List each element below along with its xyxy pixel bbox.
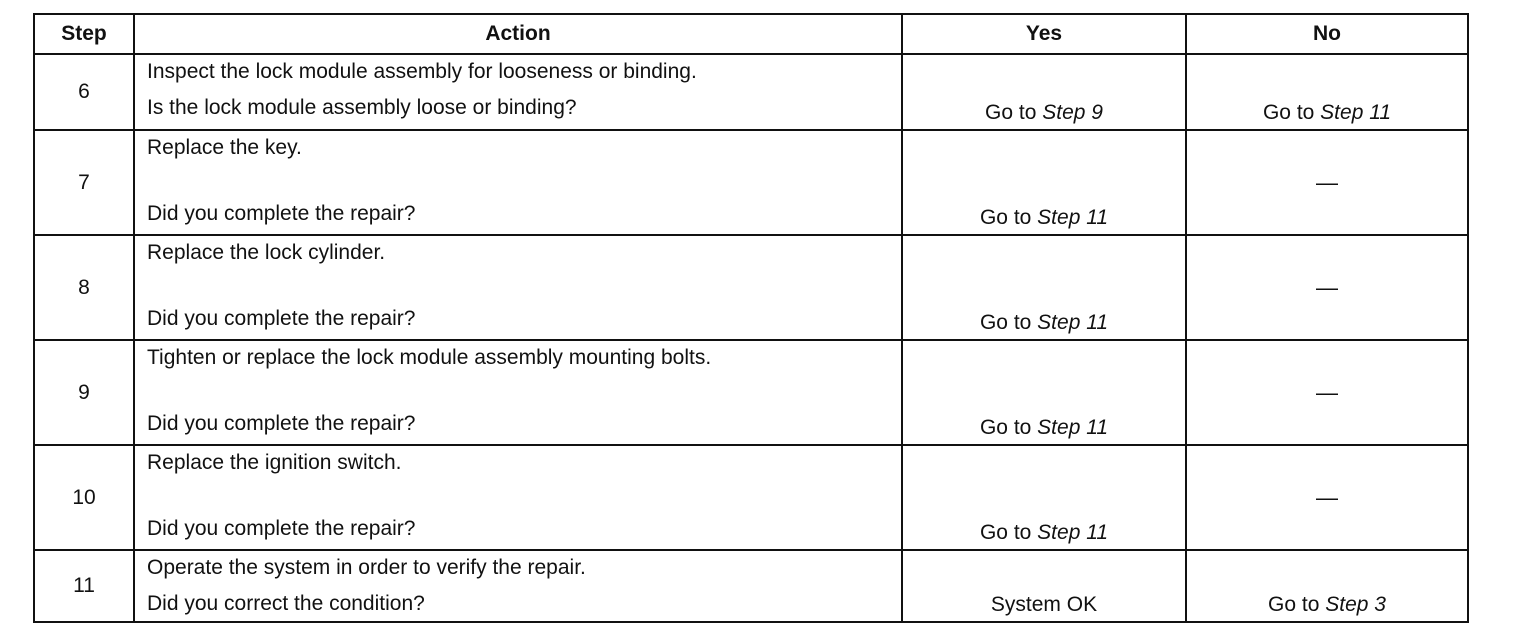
table-row (34, 130, 1468, 235)
header-no: No (1186, 14, 1468, 54)
no-cell (1186, 550, 1468, 622)
header-step: Step (34, 14, 134, 54)
table-row (34, 54, 1468, 130)
no-cell (1186, 235, 1468, 340)
no-dash: — (1316, 169, 1338, 195)
no-cell (1186, 340, 1468, 445)
table-row (34, 445, 1468, 550)
action-question: Did you complete the repair? (147, 202, 416, 225)
yes-prefix: Go to (985, 101, 1043, 124)
no-cell (1186, 130, 1468, 235)
no-prefix: Go to (1262, 101, 1321, 124)
header-row (34, 14, 1468, 54)
yes-cell (902, 340, 1186, 445)
yes-cell (902, 235, 1186, 340)
yes-prefix: Go to (979, 311, 1038, 334)
action-instruction: Operate the system in order to verify the repair. (147, 556, 586, 579)
yes-step-ref: Step 11 (1037, 521, 1109, 544)
action-instruction: Inspect the lock module assembly for looseness or binding. (147, 60, 697, 83)
action-cell (134, 130, 902, 235)
table-row (34, 550, 1468, 622)
yes-step-ref: Step 9 (1042, 101, 1103, 124)
no-cell (1186, 54, 1468, 130)
action-instruction: Tighten or replace the lock module assembly mounting bolts. (147, 346, 712, 369)
yes-cell (902, 130, 1186, 235)
action-question: Did you complete the repair? (147, 517, 416, 540)
table-row (34, 235, 1468, 340)
step-number: 8 (34, 235, 134, 340)
action-question: Did you complete the repair? (147, 307, 416, 330)
no-step-ref: Step 3 (1325, 593, 1386, 616)
yes-step-ref: Step 11 (1037, 206, 1109, 229)
no-dash: — (1316, 379, 1338, 405)
no-step-ref: Step 11 (1320, 101, 1392, 124)
yes-step-ref: Step 11 (1037, 311, 1109, 334)
action-question: Did you correct the condition? (147, 592, 425, 615)
yes-prefix: Go to (979, 521, 1038, 544)
step-number: 10 (34, 445, 134, 550)
action-cell (134, 235, 902, 340)
yes-prefix: Go to (979, 206, 1038, 229)
yes-cell (902, 550, 1186, 622)
no-dash: — (1316, 484, 1338, 510)
yes-cell (902, 445, 1186, 550)
yes-result: System OK (990, 593, 1098, 616)
yes-cell (902, 54, 1186, 130)
no-dash: — (1316, 274, 1338, 300)
action-cell (134, 340, 902, 445)
header-action: Action (134, 14, 902, 54)
action-cell (134, 550, 902, 622)
diagnostic-table (33, 13, 1469, 623)
action-instruction: Replace the ignition switch. (147, 451, 402, 474)
action-question: Did you complete the repair? (147, 412, 416, 435)
action-instruction: Replace the key. (147, 136, 302, 159)
no-prefix: Go to (1268, 593, 1326, 616)
action-question: Is the lock module assembly loose or binding? (147, 96, 577, 119)
header-yes: Yes (902, 14, 1186, 54)
action-instruction: Replace the lock cylinder. (147, 241, 386, 264)
yes-step-ref: Step 11 (1037, 416, 1109, 439)
step-number: 7 (34, 130, 134, 235)
step-number: 9 (34, 340, 134, 445)
action-cell (134, 54, 902, 130)
yes-prefix: Go to (979, 416, 1038, 439)
step-number: 11 (34, 550, 134, 622)
table-row (34, 340, 1468, 445)
action-cell (134, 445, 902, 550)
no-cell (1186, 445, 1468, 550)
step-number: 6 (34, 54, 134, 130)
